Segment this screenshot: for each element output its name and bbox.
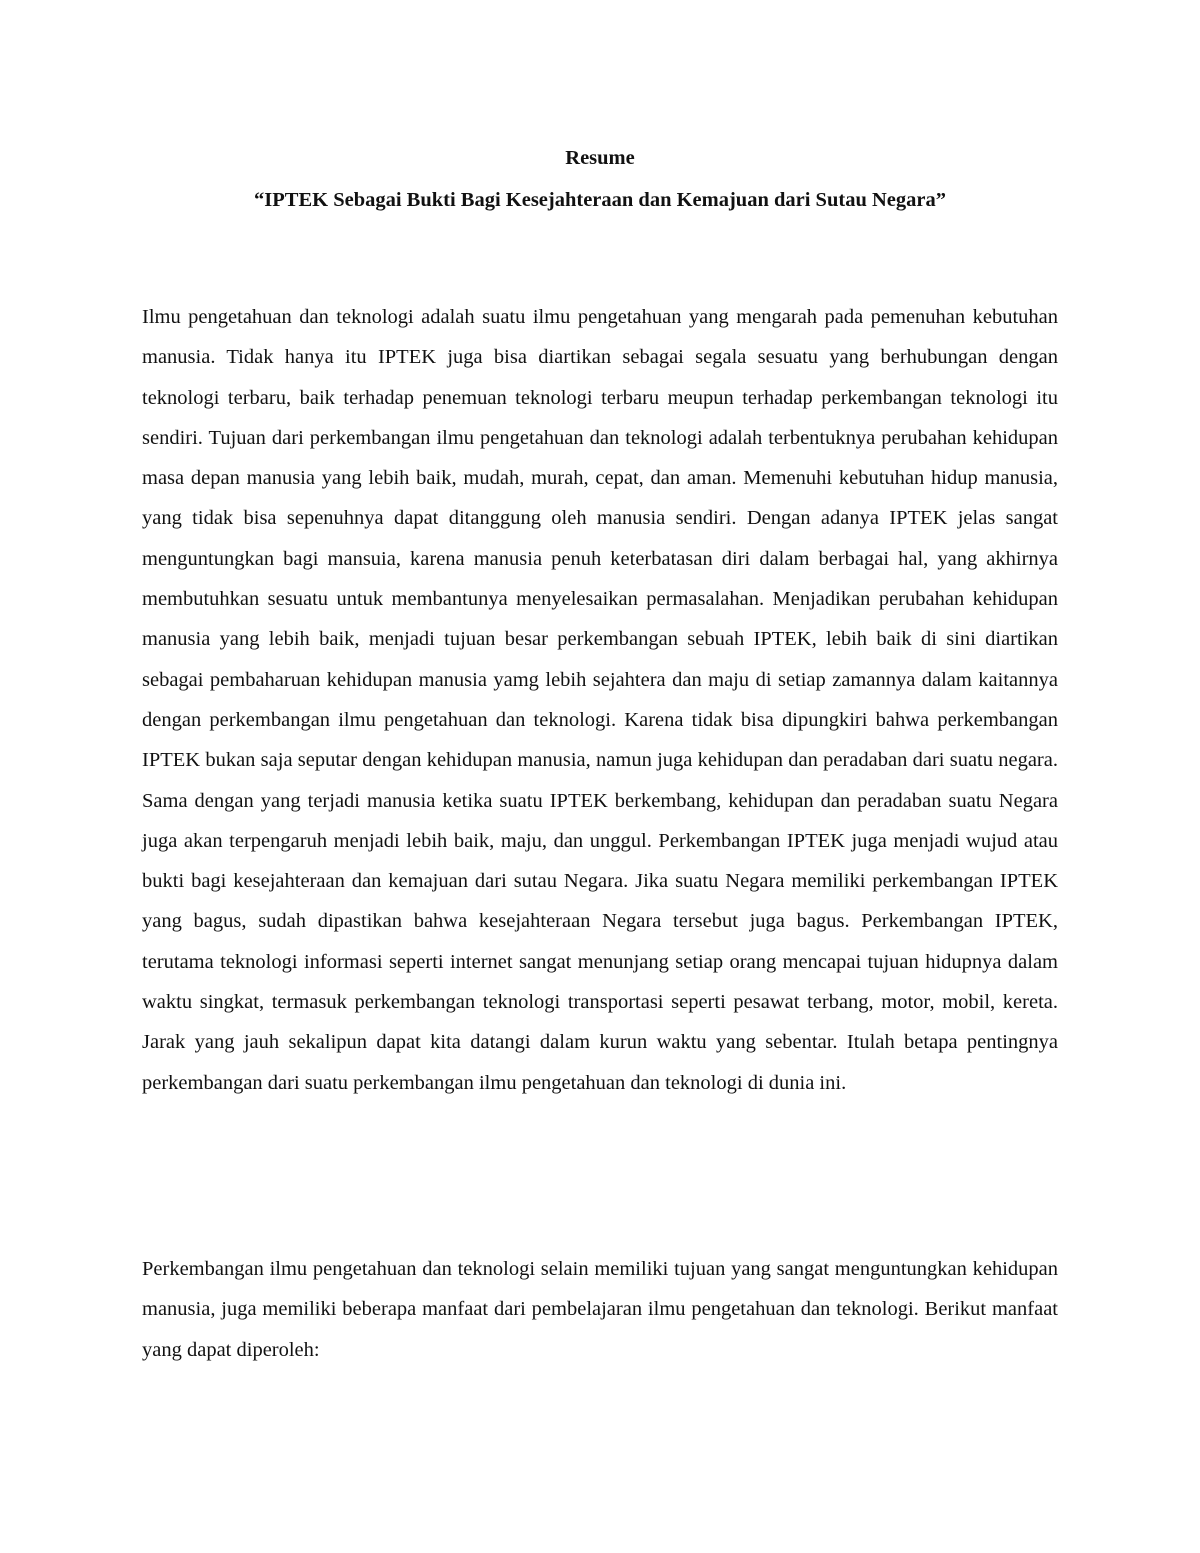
body-paragraph-2: Perkembangan ilmu pengetahuan dan teknologi selain memiliki tujuan yang sangat menguntungkan kehidupan manusia, juga memiliki beberapa manfaat dari pembelajaran ilmu pengetahuan dan teknologi. Berikut manfaat yang dapat diperoleh: (142, 1258, 1058, 1361)
body-paragraph-1: Ilmu pengetahuan dan teknologi adalah suatu ilmu pengetahuan yang mengarah pada pemenuhan kebutuhan manusia. Tidak hanya itu IPTEK juga bisa diartikan sebagai segala sesuatu yang berhubungan dengan teknologi terbaru, baik terhadap penemuan teknologi terbaru meupun terhadap perkembangan teknologi itu sendiri. Tujuan dari perkembangan ilmu pengetahuan dan teknologi adalah terbentuknya perubahan kehidupan masa depan manusia yang lebih baik, mudah, murah, cepat, dan aman. Memenuhi kebutuhan hidup manusia, yang tidak bisa sepenuhnya dapat ditanggung oleh manusia sendiri. Dengan adanya IPTEK jelas sangat menguntungkan bagi mansuia, karena manusia penuh keterbatasan diri dalam berbagai hal, yang akhirnya membutuhkan sesuatu untuk membantunya menyelesaikan permasalahan. Menjadikan perubahan kehidupan manusia yang lebih baik, menjadi tujuan besar perkembangan sebuah IPTEK, lebih baik di sini diartikan sebagai pembaharuan kehidupan manusia yamg lebih sejahtera dan maju di setiap zamannya dalam kaitannya dengan perkembangan ilmu pengetahuan dan teknologi. Karena tidak bisa dipungkiri bahwa perkembangan IPTEK bukan saja seputar dengan kehidupan manusia, namun juga kehidupan dan peradaban dari suatu negara. Sama dengan yang terjadi manusia ketika suatu IPTEK berkembang, kehidupan dan peradaban suatu Negara juga akan terpengaruh menjadi lebih baik, maju, dan unggul. Perkembangan IPTEK juga menjadi wujud atau bukti bagi kesejahteraan dan kemajuan dari sutau Negara. Jika suatu Negara memiliki perkembangan IPTEK yang bagus, sudah dipastikan bahwa kesejahteraan Negara tersebut juga bagus. Perkembangan IPTEK, terutama teknologi informasi seperti internet sangat menunjang setiap orang mencapai tujuan hidupnya dalam waktu singkat, termasuk perkembangan teknologi transportasi seperti pesawat terbang, motor, mobil, kereta. Jarak yang jauh sekalipun dapat kita datangi dalam kurun waktu yang sebentar. Itulah betapa pentingnya perkembangan dari suatu perkembangan ilmu pengetahuan dan teknologi di dunia ini. (142, 306, 1058, 1094)
document-title: “IPTEK Sebagai Bukti Bagi Kesejahteraan dan Kemajuan dari Sutau Negara” (254, 189, 946, 211)
document-label: Resume (565, 147, 635, 169)
